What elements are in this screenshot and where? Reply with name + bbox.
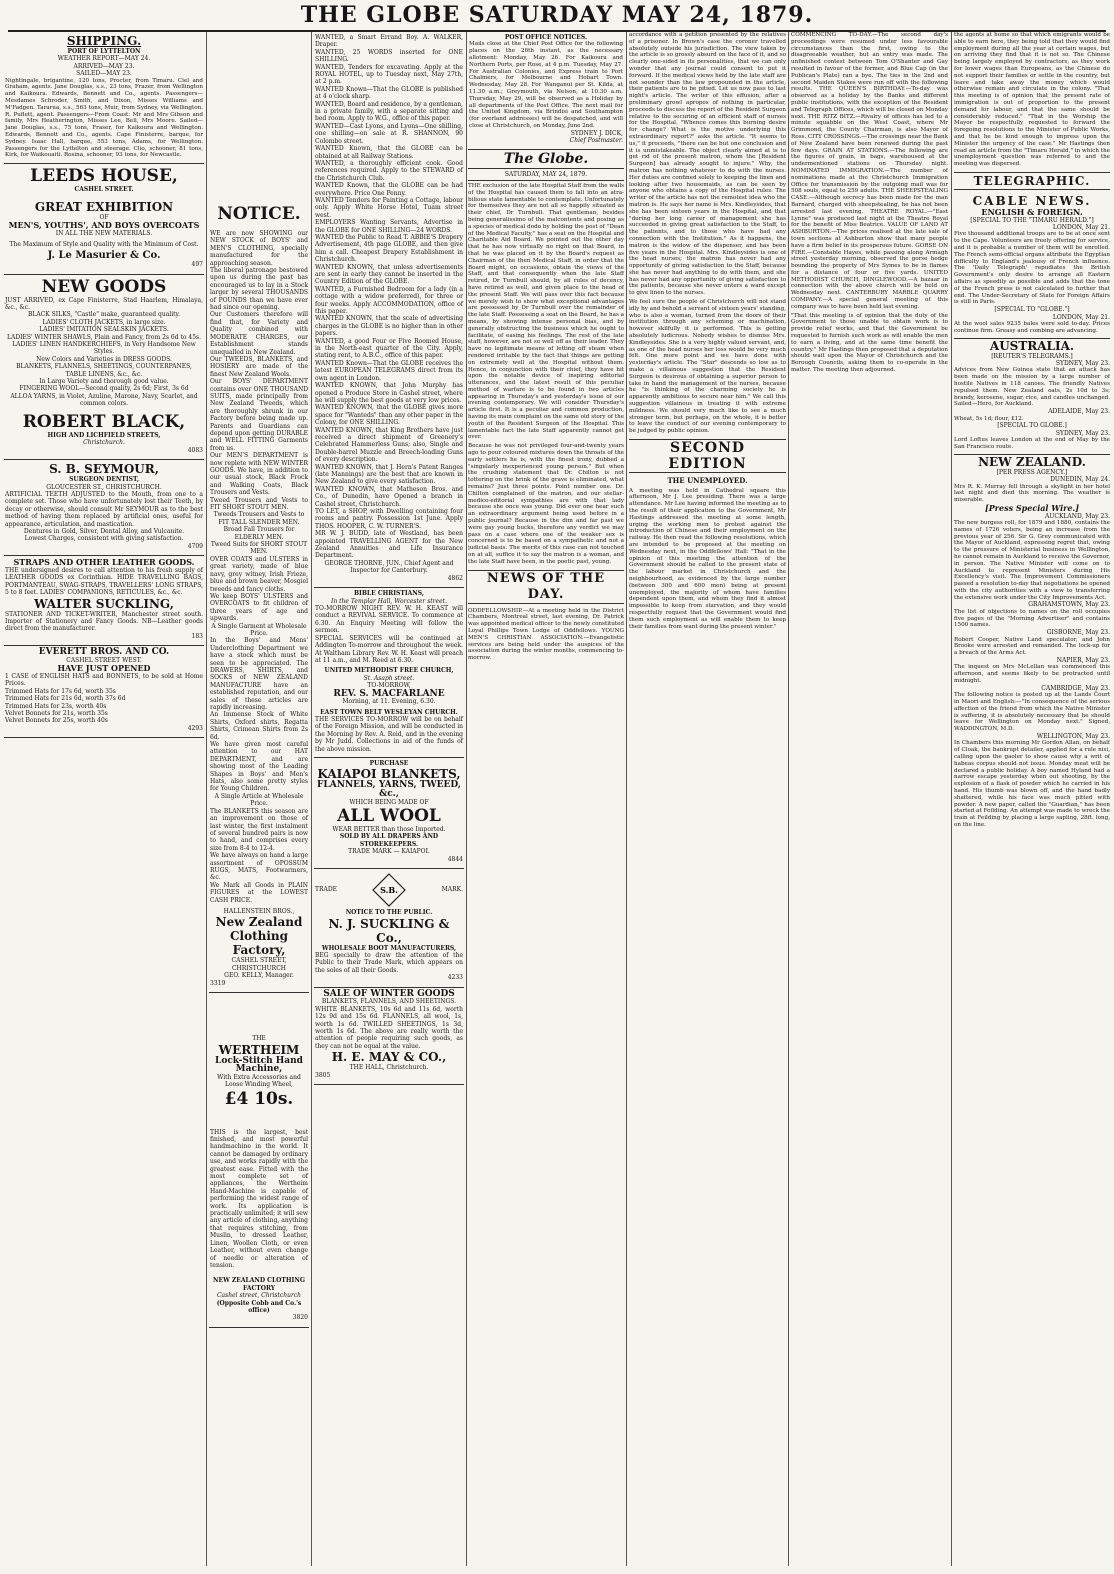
seymour-role: SURGEON DENTIST, (69, 476, 139, 484)
pon-sign: SYDNEY J. DICK, (570, 129, 623, 137)
wanted-item: WANTED, a Smart Errand Boy. A. WALKER, Draper. (315, 34, 463, 49)
news-text: ODDFELLOWSHIP.—At a meeting held in the District Chambers, Montreal street, last evening, Dr. Patrick was appointed medical officer to the newly constituted Loyal Phillips Town Lodge of Oddfellows. YOUNG MEN'S CHRISTIAN ASSOCIATION.—Evangelistic services are being held under the auspices of the association during the winter months, commencing to-morrow. (468, 607, 624, 662)
column-divider (626, 32, 627, 1566)
wellington-date: WELLINGTON, May 23. (1036, 733, 1110, 741)
nzcf-title: New Zealand Clothing Factory, (215, 915, 303, 958)
newgoods-intro: JUST ARRIVED, ex Cape Finisterre, Stad Haarlem, Himalaya, &c., &c. (5, 296, 203, 311)
notice-para: Broad Fall Trousers for ELDERLY MEN. (223, 526, 295, 541)
winter-text: WHITE BLANKETS, 10s 6d and 11s 6d, worth 12s 9d and 15s 6d. FLANNELS, all wool, 1s, worth 1s 6d. TWILLED SHEETINGS, 1s 3d, worth 1s 6d. The above are really worth the attention of people requiring such goods, as they can not be equal at the value. (315, 1005, 463, 1050)
nz-text-2: The new burgess roll, for 1879 and 1880, contains the names of 1726 voters, being an increase from the previous year of 256. Sir G. Grey communicated with the Mayor of Auckland, expressing regret that, owing to the pressure of Ministerial business in Wellington, he cannot remain in Auckland to receive the Governor, in person. The Native Minister will come on to Auckland to represent Ministers during His Excellency's visit. The Improvement Commissioners passed a resolution to-day that negotiations be opened with the city authorities with a view to transferring the extensive work under the City Improvements Act. (954, 519, 1110, 601)
notice-para: Tweed Suits for SHORT STOUT MEN. (210, 541, 308, 556)
umf-tomorrow: TO-MORROW, (367, 682, 411, 690)
nzcf2-num: 3820 (292, 1314, 308, 1322)
nzcf-manager: GEO. KELLY, Manager. (224, 972, 294, 980)
leeds-title: LEEDS HOUSE, (30, 166, 178, 187)
second-edition-title: SECOND EDITION (629, 439, 786, 473)
notice-para: Our TWEEDS, BLANKETS, and HOSIERY are made of the finest New Zealand Wools. (210, 355, 308, 378)
newgoods-item: FINGERING WOOL—Second quality, 2s 6d; First, 3s 6d (19, 385, 189, 393)
notice-para: OVER COATS and ULSTERS in great variety, made of blue navy, grey witney, Irish Frieze, blue and brown beaver, Mosgiel tweeds and fancy cloths. (210, 555, 308, 593)
nj-sub: WHOLESALE BOOT MANUFACTURERS, (321, 944, 457, 952)
shipping-arrived: ARRIVED—MAY 23. (73, 62, 135, 70)
wanted-item: EMPLOYERS Wanting Servants, Advertise in the GLOBE for ONE SHILLING—24 WORDS. (315, 219, 463, 234)
leader-para: We feel sure the people of Christchurch will not stand idly by and behold a servant of sixteen years' standing, who is also a woman, turned from the doors of their institution through any scheming or machination, however skilfully it is performed. This is getting absolutely ludicrous. Nobody wishes to dismiss Mrs. Kindleysides. She is a very highly valued servant, and, as one of the head nurses her loss would be very much felt. One more point and we have done with yesterday's article. The "Star" descends so low as to make a villainous suggestion that the Resident Surgeon is desirous of obtaining a superior person to take in hand the management of the nurses, because he "is thinking of the charming society he is apparently ambitious to secure near him." We call this suggestion villainous in treating it with extreme mildness. We should very much like to see a much stronger term, but perhaps, on the whole, it is better to leave the conduct of our evening contemporary to be judged by public opinion. (629, 299, 786, 435)
nj-num: 4233 (447, 974, 463, 982)
wanted-item: WANTED, a thoroughly efficient cook. Good references required. Apply to the STEWARD of the Christchurch Club. (315, 159, 463, 182)
nz-text: Mrs R. K. Murray fell through a skylight in her hotel last night and died this morning. The weather is miserable. (954, 483, 1110, 504)
dunedin-date: DUNEDIN, May 24. (1050, 476, 1110, 484)
leeds-exhibition: GREAT EXHIBITION (34, 199, 174, 214)
kaiapoi-items: FLANNELS, YARNS, TWEED, &c., (317, 780, 461, 799)
trade-num: 4844 (447, 855, 463, 863)
column-divider (951, 32, 952, 1566)
sydney-date-2: SYDNEY, May 23. (1055, 429, 1110, 437)
robert-black-num: 4083 (187, 446, 203, 454)
hemay-num: 3805 (315, 1071, 331, 1079)
umf-times: Morning, at 11. Evening, 6.30. (342, 698, 436, 706)
press-agency: [PER PRESS AGENCY.] (996, 468, 1068, 476)
everett-ad (4, 646, 204, 738)
nz-text-5: The inquest on Mrs McLellan was commenced this afternoon, and seems likely to be protracted until midnight. (954, 664, 1110, 685)
everett-price: Trimmed Hats for 23s, worth 40s (5, 702, 107, 710)
wertheim-ad (209, 993, 309, 1328)
robert-black-address: HIGH AND LICHFIELD STREETS, (47, 431, 161, 439)
second-edition-text: A meeting was held in Cathedral square this afternoon, Mr J. Lee presiding. There was a large attendance. Mr Lee having informed the meeting as to the result of their application to the Government, Mr Hastings addressed the meeting at some length, urging the working men to protest against the introduction of Chinese and their employment on the railway. He then read the following resolutions, which are intended to be proposed at the meeting on Wednesday next, in the Oddfellows' Hall: "That in the opinion of this meeting the attention of the Government should be called to the present state of the labour market in Christchurch and the neighbourhood, as evidenced by the large number (between 300 and 600 men) being at present unemployed, the majority of whom have families dependent upon them, and whom they find it almost impossible to keep from starvation, and they would respectfully request that the Government would find them such employment as will enable them to keep their families from want during the present winter." (629, 487, 786, 630)
australia-title: AUSTRALIA. (954, 338, 1110, 353)
nzcf2-address: Cashel street, Christchurch (216, 1292, 302, 1300)
column-4 (468, 32, 624, 1566)
wanted-item: WANTED Known, that the GLOBE can be obtained at all Railway Stations. (315, 145, 463, 160)
leader-para: THE exclusion of the late Hospital Staff from the walls of the Hospital has caused them to fall into an atra-bilious state lamentable to contemplate. Unfortunately for themselves they are not all so happily situated as their chief, Dr Turnbull. That gentleman, besides being generalissimo of the malcontents and posing as a species of medical dodo by holding the post of "Dean of the Medical Faculty," has a seat on the Hospital and Charitable Aid Board. We pointed out the other day that he has now virtually no right on that Board, in that he was placed on it by the Board's request as Chairman of the then Medical Staff, in order that the Board might, on occasions, obtain the views of the Staff, and that consequently when the late Staff retired, Dr Turnbull should, by all rules of decency, have retired as well, and given place to the head of the present Staff. We will pass over this fact because we merely wish to show what exceptional advantages are possessed by Dr Turnbull over the remainder of the late Staff. Possessing a seat on the Board, he has a means, by showing intense personal bias, and by generally obstructing the business which he ought to facilitate, of easing his feelings. The rest of the late staff, however, are not so well off as their leader. They have no legitimate means of letting off steam when rendered irritable by the fact that things are getting on extremely well at the Hospital without them. Hence, in conjunction with their chief, they have hit upon the notable device of inspiring editorial utterances, and the latest result of this peculiar method of warfare is to be found in two articles appearing in Thursday's and yesterday's issue of our evening contemporary. We will consider Thursday's article first. It is a peculiar and common production, having its main complaint on the same old story of the youth of the Resident Surgeon of the Hospital. This lamentable fact the late Staff apparently cannot get over. (468, 182, 624, 441)
grahamstown-date: GRAHAMSTOWN, May 23. (1028, 601, 1110, 609)
umf-rev: REV. S. MACFARLANE (333, 688, 445, 699)
wanted-item: WANTED KNOWN, that King Brothers have just received a direct shipment of Greenery's Celebrated Hammerless Guns; also, Single and Double-barrel Muzzle and Breech-loading Guns of every description. (315, 426, 463, 464)
special-text: SPECIAL SERVICES will be continued at Addington To-morrow and throughout the week. At Waltham Library Rev. W. H. Keast will preach at 11 a.m., and M. Reed at 6.30. (315, 634, 463, 664)
seymour-title: S. B. SEYMOUR, (49, 462, 159, 477)
everett-address: CASHEL STREET WEST. (66, 656, 142, 664)
nz-text-7: In Chambers this morning Mr Gordon Allan, on behalf of Cloak, the bankrupt detailer, applied for a rule nisi, calling upon the gaoler to show cause why a writ of habeas corpus should not issue. Monday meat will be declared a public holiday. A boy named Hyland had a narrow escape yesterday when out shooting, by the explosion of a flask of powder which he carried in his hand. His thumb was blown off, and the hand badly shattered, while his face was much pitted with powder. A new paper, called the "Guardian," has been started at Feilding. An attempt was made to wreck the train at Feilding by placing a large sapling, 28ft. long, on the line. (954, 740, 1110, 829)
sb-diamond-logo-icon (372, 873, 406, 907)
nz-text-6: The following notice is posted up at the Lands Court in Maori and English:—"In consequence of the serious affection of the friend from which the Native Minister is suffering, it is absolutely necessary that he should leave for Wellington on Monday next." Signed, WADDINGTON, M.D. (954, 692, 1110, 733)
straps-title: STRAPS AND OTHER LEATHER GOODS. (13, 557, 195, 568)
leeds-materials: IN ALL THE NEW MATERIALS. (55, 229, 153, 237)
wanted-item: WANTED KNOWN, that John Murphy has opened a Produce Store in Cashel street, where he will supply the best goods at very low prices. (315, 382, 463, 404)
notice-title: NOTICE. (217, 204, 301, 224)
walter-text: STATIONER AND TICKET-WRITER, Manchester street south. Importer of Stationery and Fancy Goods. NB—Leather goods direct from the manufacturer. (5, 610, 203, 633)
wertheim-lockstitch: Lock-Stitch Hand Machine, (215, 1055, 303, 1075)
wanted-item: WANTED Known—That the GLOBE receives the latest EUROPEAN TELEGRAMS direct from its own agent in London. (315, 359, 463, 382)
everett-have: HAVE JUST OPENED (57, 663, 151, 674)
nj-title: N. J. SUCKLING & Co., (328, 916, 450, 945)
newgoods-item: BLANKETS, FLANNELS, SHEETINGS, COUNTERPANES, TABLE LINENS, &c., &c. (16, 363, 192, 378)
notice-para: A Single Article at Wholesale Price. (214, 792, 304, 808)
umf-title: UNITED METHODIST FREE CHURCH, (324, 667, 454, 675)
budd-num: 4862 (447, 574, 463, 582)
wertheim-title: WERTHEIM (218, 1042, 300, 1057)
winter-title: SALE OF WINTER GOODS (323, 988, 455, 999)
nzcf2-note: (Opposite Cobb and Co.'s office) (216, 1299, 302, 1314)
walter-num: 183 (191, 632, 203, 640)
newgoods-item: LADIES' IMITATION SEALSKIN JACKETS. (39, 326, 169, 334)
news-items (791, 32, 948, 374)
globe-title: The Globe. (468, 150, 624, 169)
news-para: "That this meeting is of opinion that the duty of the Government to those unable to obtain work is to provide relief works, and that the Government be requested to furnish such work as will enable the men to earn a living, and at the same time benefit the country." Mr Hastings then proposed that a deputation should wait upon the Mayor of Christchurch and the Borough Councils, asking them to co-operate in the matter. The meeting then adjourned. (791, 312, 948, 374)
nz-text-4: Robert Cooper, Native Land speculator, and John Brooke were arrested and remanded. The lock-up for a breach of the Arms Act. (954, 636, 1110, 657)
notice-para: Our BOYS' DEPARTMENT contains over ONE THOUSAND SUITS, made principally from New Zealand Tweeds, which are thoroughly shrunk in our Factory before being made up. Parents and Guardians can depend upon getting DURABLE and WELL FITTING Garments from us. (210, 378, 308, 452)
leeds-sign: J. Le Masurier & Co. (47, 250, 161, 262)
wheat-text: Wheat, 5s 1d; flour, £12. (954, 415, 1024, 422)
mark-label: MARK. (441, 886, 463, 894)
pon-text: Mails close at the Chief Post Office for the following places on the 26th instant, as the necessary allotment: Monday, May 26. For Kaikoura and Northern Ports, per Rose, at 4 p.m. Tuesday, May 27. For Australian Colonies, and Express train to Port Chalmers, for Melbourne and Hobart Town. Wednesday, May 28. For Wanganui per St. Kilda, at 11.30 a.m.; Greymouth, via Nelson, at 10.30 a.m. Thursday, May 29, will be observed as a Holiday by all departments of the Post Office. The next mail for the United Kingdom, via Brindisi and Southampton (for overland addresses) will be despatched, and will close at Christchurch, on Monday, June 2nd. (469, 41, 623, 129)
wanted-item: WANTED KNOWN, that the scale of advertising charges in the GLOBE is no higher than in other papers. (315, 315, 463, 338)
newgoods-title: NEW GOODS (41, 276, 167, 297)
telegraphic-title: TELEGRAPHIC. (954, 172, 1110, 190)
shipping-section (4, 32, 204, 164)
column-1 (4, 32, 204, 1566)
winter-sub: BLANKETS, FLANNELS, AND SHEETINGS. (321, 998, 457, 1006)
wanted-section (314, 32, 464, 588)
nz-title: NEW ZEALAND. (954, 454, 1110, 469)
pon-role: Chief Postmaster. (569, 137, 623, 145)
unemployed-title: THE UNEMPLOYED. (667, 476, 748, 486)
notice-para: We have always on hand a large assortment of OPOSSUM RUGS, MATS, Footwarmers, &c. (210, 852, 308, 882)
seymour-ad (4, 460, 204, 556)
shipping-title: SHIPPING. (66, 34, 142, 48)
notice-para: A Single Garment at Wholesale Price. (211, 622, 307, 637)
notice-para: Our Customers therefore will find that, for Variety and Quality combined with MODERATE CHARGES, our Establishment stands unequalled in New Zealand. (210, 311, 308, 356)
cable-text-2: At the wool sales 9235 bales were sold to-day. Prices continue firm. Greasy and combing are advancing. (954, 320, 1110, 334)
australia-text: Advices from New Guinea state that an attack has been made on the mission by a large number of hostile Natives in 118 canoes. The friendly Natives repulsed them. New Zealand oats, 2s 10d to 3s; brandy, kerosene, sugar, rice, and candles unchanged. Sailed—Hero, for Auckland. (954, 367, 1110, 408)
umf-location: St. Asaph street. (363, 674, 415, 682)
nj-text: BEG specially to draw the attention of the Public to their Trade Mark, which appears on the soles of all their Goods. (315, 952, 463, 974)
everett-price: Trimmed Hats for 21s 6d, worth 37s 6d (5, 695, 126, 703)
everett-title: EVERETT BROS. AND CO. (38, 647, 170, 658)
bible-title: BIBLE CHRISTIANS, (353, 590, 425, 598)
auckland-date: AUCKLAND, May 23. (1044, 512, 1110, 520)
leader-para: accordance with a petition presented by the relatives of a prisoner. In Brown's case the coroner travelled absolutely outside his jurisdiction. The view taken by the article is so grossly absurd on the face of it, and so clearly one-sided in its personalities, that we can only wonder that any journal could consent to put it forward. If the medical views held by the late staff are not sounder than the law propounded in the article, their patients are to be pitied. Let us now pass to last night's article. The writer of this effusion, after a preliminary growl apropos of nothing in particular, proceeds to discuss the report of the Resident Surgeon relative to the securing of an efficient staff of nurses for the Hospital. "Whence comes this burning desire for change? What is the motive underlying this extraordinary report?" asks the article. "It seems to us," it proceeds, "there can be but one conclusion and it is unmistakeable. The object clearly aimed at is to get rid of the present matron, whom the [Resident Surgeon] has already sought to injure." Why, the matron has nothing whatever to do with the nurses. Her duties are confined solely to keeping the linen and looking after two housemaids, as can be seen by anyone who obtains a copy of the Hospital rules. The writer of the article has not the remotest idea who the matron is. He says her name is Mrs. Kindleysides, that she has been sixteen years in the Hospital, and that "during her long career of management she has succeeded in giving great satisfaction to the Staff, to the patients, and to those who have had any connection with the Institution." As it happens, the matron is the widow of the dispenser, and has been five years in the Hospital. Mrs. Kindleysides is one of the head nurses; the matron has never had any opportunity of giving satisfaction to the Staff, because she has never had anything to do with them, and she has never had any opportunity of giving satisfaction to the patients, because she never enters a ward except to give linen to the nurses. (629, 32, 786, 297)
wanted-item: WANTED, Board and residence, by a gentleman, in a private family, with a separate sitting and bed room. Apply to W.G., office of this paper. (315, 100, 463, 123)
notice-para: Our MEN'S DEPARTMENT is now replete with NEW WINTER GOODS. We have, in addition to our usual stock, Black Frock and Walking Coats, Black Trousers and Vests. (210, 452, 308, 497)
notice-para: The liberal patronage bestowed upon us during the past has encouraged us to lay in a Stock larger by several THOUSANDS of POUNDS than we have ever had since our opening. (210, 267, 308, 312)
wanted-item: WANTED KNOWN, that the GLOBE gives more space for "Wanteds" than any other paper in the Colony, for ONE SHILLING. (315, 404, 463, 427)
wertheim-extra: With Extra Accessories and Loose Winding Wheel, (217, 1073, 301, 1089)
trade-mark-row (315, 871, 463, 909)
wanted-item: WANTED KNOWN, that unless advertisements are sent in early they cannot be inserted in the Country Edition of the GLOBE. (315, 263, 463, 286)
cable-sub: ENGLISH & FOREIGN. (981, 206, 1083, 217)
suckling-ad (314, 869, 464, 988)
leeds-style: The Maximum of Style and Quality with the Minimum of Cost. (9, 241, 199, 248)
wanted-item: WANTED KNOWN, that Matheson Bros. and Co., of Dunedin, have Opened a branch in Cashel street, Christchurch. (315, 485, 463, 508)
newgoods-item: BLACK SILKS, "Castle" make, guaranteed quality. (27, 311, 181, 319)
wanted-item: WANTED Known—That the GLOBE is published at 4 o'clock sharp. (315, 85, 463, 101)
notice-para: We have given most careful attention to our HAT DEPARTMENT, and are showing most of the Leading Shapes in Boys' and Men's Hats, also some pretty styles for Young Children. (210, 741, 308, 793)
napier-date: NAPIER, May 23. (1056, 657, 1110, 665)
wanted-item: WANTED, a Furnished Bedroom for a lady (in a cottage with a widow preferred), for three or four weeks. Apply ACCOMMODATION, office of this paper. (315, 285, 463, 316)
column-2 (209, 32, 309, 1566)
sold-by: SOLD BY ALL DRAPERS AND STOREKEEPERS. (339, 833, 439, 848)
notice-para: Tweeds Trousers and Vests to FIT TALL SLENDER MEN. (213, 511, 305, 526)
trade-mark: TRADE MARK — KAIAPOI. (348, 848, 430, 856)
newgoods-item: New Colors and Varieties in DRESS GOODS. (36, 355, 172, 363)
seymour-text: ARTIFICIAL TEETH ADJUSTED to the Mouth, from one to a complete set. Those who have unfortunately lost their Teeth, by decay or otherwise, should consult Mr SEYMOUR as to the best method of having them replaced by artificial ones, useful for appearance, articulation, and mastication. (5, 490, 203, 528)
cable-title: CABLE NEWS. (972, 193, 1092, 208)
loftus-text: Lord Loftus leaves London at the end of May by the San Francisco route. (954, 437, 1110, 450)
leeds-of: OF (99, 213, 109, 221)
newgoods-item: LADIES' LINEN HANDKERCHIEFS, in Very Handsome New Styles. (12, 341, 196, 356)
bible-text: TO-MORROW NIGHT REV. W. H. KEAST will conduct a REVIVAL SERVICE. To commence at 6.30. An Enquiry Meeting will follow the sermon. (315, 605, 463, 635)
new-goods-ad (4, 275, 204, 461)
hemay-title: H. E. MAY & CO., (331, 1050, 447, 1065)
gisborne-date: GISBORNE, May 23. (1046, 629, 1110, 637)
east-title: EAST TOWN BELT WESLEYAN CHURCH. (320, 708, 458, 716)
everett-price: Trimmed Hats for 17s 6d, worth 35s (5, 687, 116, 695)
everett-price: Velvet Bonnets for 21s, worth 35s (5, 710, 108, 717)
trade-label: TRADE (315, 886, 338, 894)
pon-title: POST OFFICE NOTICES. (504, 34, 588, 41)
seymour-address: GLOUCESTER ST., CHRISTCHURCH. (46, 483, 162, 491)
cable-text-1: Five thousand additional troops are to be at once sent to the Cape. Volunteers are freely offering for service, and it is probable a number of them will be enrolled. The French semi-official organs attribute the Egyptian difficulty to England's jealousy of French influence. The 'Daily Telegraph' repudiates the British Government's only desire to arrange all Eastern affairs as speedily as possible and adds that the tone of the French press is not calculated to further that end. The Under-Secretary of State for Foreign Affairs is still in Paris. (954, 231, 1110, 306)
notice-public: NOTICE TO THE PUBLIC. (345, 909, 433, 917)
cambridge-date: CAMBRIDGE, May 23. (1041, 684, 1110, 692)
leeds-street: CASHEL STREET. (74, 186, 134, 194)
nz-text-3: The list of objections to names on the roll occupies five pages of the "Morning Advertiser" and contains 1500 names. (954, 608, 1110, 629)
robert-black-title: ROBERT BLACK, (22, 411, 186, 432)
newgoods-item: LADIES' CLOTH JACKETS, in large size. (42, 318, 166, 326)
reuters-label: [REUTER'S TELEGRAMS.] (991, 352, 1073, 360)
kaiapoi-title: KAIAPOI BLANKETS, (317, 767, 461, 782)
wanted-item: WANTED, Tenders for excavating. Apply at the ROYAL HOTEL, up to Tuesday next, May 27th, at 2 p.m. (315, 63, 463, 86)
special-globe: [SPECIAL TO GLOBE.] (997, 422, 1067, 430)
notice-para: In the Boys' and Mens' Underclothing Department we have a stock which must be seen to be appreciated. The DRAWERS, SHIRTS, and SOCKS of NEW ZEALAND MANUFACTURE have an established reputation, and our sales of these articles are rapidly increasing. (210, 637, 308, 711)
cable-london-2: LONDON, May 21. (1052, 313, 1110, 321)
notice-para: We Mark all Goods in PLAIN FIGURES at the LOWEST CASH PRICE. (210, 881, 308, 904)
shipping-weather: WEATHER REPORT—MAY 24. (57, 55, 151, 63)
column-divider (206, 32, 207, 1566)
adelaide-date: ADELAIDE, May 23. (1048, 408, 1110, 416)
robert-black-city: Christchurch. (83, 439, 125, 447)
everett-case: 1 CASE of ENGLISH HATS and BONNETS, to be sold at Home Prices. (5, 672, 203, 688)
church-notices (314, 588, 464, 758)
newgoods-item: LADIES' WINTER SHAWLS, Plain and Fancy, from 2s 6d to 45s. (6, 333, 202, 341)
notice-para: WE are now SHOWING our NEW STOCK of BOYS' and MEN'S CLOTHING, specially manufactured for the approaching season. (210, 230, 308, 267)
kaiapoi-ad (314, 758, 464, 869)
wanted-item: WANTED, a good Four or Five Roomed House, in the North-east quarter of the City. Apply, stating rent, to A.B.C., office of this paper. (315, 337, 463, 360)
column-6 (791, 32, 948, 1566)
column-divider (311, 32, 312, 1566)
cable-london-1: LONDON, May 21. (1052, 223, 1110, 231)
news-of-the-day-title: NEWS OF THE DAY. (468, 570, 624, 604)
bible-location: In the Templar Hall, Worcester street. (331, 597, 447, 605)
everett-price: Velvet Bonnets for 25s, worth 40s (5, 717, 108, 725)
sydney-date: SYDNEY, May 23. (1055, 359, 1110, 367)
nzcf-address: CASHEL STREET, CHRISTCHURCH (231, 957, 287, 972)
cable-special-2: [SPECIAL TO "GLOBE."] (994, 306, 1070, 314)
purchase-label: PURCHASE (369, 759, 409, 767)
shipping-text: Nightingale, brigantine, 120 tons, Procter, from Timaru. Ciel and Graham, agents. Jane Douglas, s.s., 23 tons, Frazer, from Wellington and Kaikoura. Edwards, Bennett and Co., agents. Passengers—Mesdames Schroder, Smith, and Dixon, Misses Williams and M'Fadgen. Tararua, s.s., 563 tons, Muir, from Sydney, via Wellington. R. Puflett, agent. Passengers—From Coast: Mr and Mrs Gibson and family, Mrs Heatherington, Misses Lee, Bell, Mrs Moore. Sailed—Jane Douglas, s.s., 75 tons, Fraser, for Kaikoura and Wellington. Edwards, Bennett and Co., agents. Cape Finisterre, barque, for Sydney. Isaac Hall, barque, 553 tons, Adams, for Wellington. Passengers for the Lyttelton and steerage. Clio, schooner, 81 tons, Kirk, for Waikouaiti. Rosina, schooner, 93 tons, for Newcastle. (5, 77, 203, 159)
straps-ad (4, 556, 204, 646)
wear-better: WEAR BETTER than those Imported. (332, 825, 446, 833)
wertheim-the: THE (252, 1035, 266, 1043)
wanted-item: WANTED Tenders for Painting a Cottage, labour only. Apply White Horse Hotel, Tuam street west. (315, 196, 463, 219)
column-3 (314, 32, 464, 1566)
unemployed-continued: the agents at home so that which emigrants would be able to earn here, they being told that they would find employment during all the year at certain wages, but on arriving they find that it is not so. The Chinese being largely employed by contractors, as they work for lower wages than Europeans, as the Chinese do not support their families or settle in the country, but leave and take away the money which would otherwise remain and circulate in the colony. "That this meeting is of opinion that the present rate of immigration is out of proportion to the present demand for labour, and that the same should be considerably reduced." "That in the Worship the Mayor be respectfully requested to forward the foregoing resolutions to the Minister of Public Works, and that he be kind enough to impress upon the Minister the urgency of the case." Mr Hastings then read an article from the "Timaru Herald," in which the unemployment question was referred to and the meeting was dispersed. (954, 32, 1110, 168)
wanted-item: WANTED, 25 WORDS inserted for ONE SHILLING. (315, 48, 463, 64)
wanted-item: MR W. J. BUDD, late of Westland, has been appointed TRAVELLING AGENT for the New Zealand Annuities and Life Insurance Department. (315, 530, 463, 560)
wanted-item: TO LET, a SHOP, with Dwelling containing four rooms and pantry. Possession 1st June. Apply THOS. HOOPER, C. W. TURNER'S. (315, 508, 463, 530)
svg-text:S.B.: S.B. (380, 885, 399, 896)
leader-continued (629, 32, 786, 435)
newgoods-item: ALLOA YARNS, in Violet, Azuline, Marone, Navy, Scarlet, and common colors. (10, 392, 198, 408)
wanted-item: WANTED—Cast Lyons, and Lyons—One shilling, one shilling—on sale at R. SHANNON, 90 Colombo street. (315, 122, 463, 145)
wanted-item: WANTED Known, that the GLOBE can be had everywhere. Price One Penny. (315, 182, 463, 197)
notice-ad (209, 32, 309, 993)
hemay-address: THE HALL, Christchurch. (349, 1064, 429, 1072)
shipping-sailed: SAILED—MAY 23. (76, 70, 132, 78)
seymour-num: 4709 (187, 542, 203, 550)
notice-para: The BLANKETS this season are an improvement on those of last winter, the first instalment of several hundred pairs is now to hand, and comprises every size from 8-4 to 12-4. (210, 807, 308, 852)
column-5 (629, 32, 786, 1566)
shipping-port: PORT OF LYTTELTON (67, 48, 141, 55)
leeds-num: 497 (191, 261, 203, 268)
straps-text: THE undersigned desires to call attention to his fresh supply of LEATHER GOODS ex Corinthian. HIDE TRAVELLING BAGS, PORTMANTEAU, SWAG-STRAPS, TRAVELLERS' LONG STRAPS, 5 to 8 feet. LADIES' COMPANIONS, RETICULES, &c., &c. (5, 566, 203, 597)
press-wire: [Press Special Wire.] (984, 502, 1080, 513)
masthead: THE GLOBE SATURDAY MAY 24, 1879. (300, 2, 814, 28)
everett-num: 4293 (187, 724, 203, 732)
seymour-dentures: Dentures in Gold, Silver, Dental Alloy, and Vulcanite. (23, 527, 185, 535)
budd-sign: GEORGE THORNE, JUN., Chief Agent and Inspector for Canterbury. (324, 559, 454, 575)
column-divider (466, 32, 467, 1566)
post-office-notices (468, 32, 624, 150)
east-text: THE SERVICES TO-MORROW will be on behalf of the Foreign Mission, and will be conducted in the Morning by Rev. A. Reid, and in the evening by Mr Judd. Collections in aid of the funds of the above mission. (315, 715, 463, 753)
leeds-house-ad (4, 164, 204, 274)
news-para: COMMENCING TO-DAY.—The second day's proceedings were resumed under less favourable circumstances than the first, owing to the disagreeable weather, but an entry was made. The unfinished contest between Tom O'Shanter and Gay resulted in favour of the former, and Blue Cap (in the Publican's Plate) ran a bye. The ties in the 2nd and second Maiden Stakes were run off with the following results. THE QUEEN'S BIRTHDAY.—To-day was observed as a holiday by the Banks and different public institutions, with the exception of the Resident and Telegraph Offices, which will be closed on Monday next. THE RITZ BITZ.—Rivalry of offices has led to a minute squabble on the West Coast, where Mr Grimmond, the County Chairman, is also Mayor of Ross. CITY CROSSINGS.—The crossings near the Bank of New Zealand have been renewed during the past few days. GRAIN AT STATIONS.—The following are the figures of grain, in bags, warehoused at the undermentioned stations on Thursday night. NOMINATED IMMIGRATION.—The number of nominations made at the Christchurch Immigration Office for transmission by the outgoing mail was for 508 souls, equal to 259 adults. THE SHEEPSTEALING CASE.—Although secrecy has been made for the man Barnard, charged with sheepstealing, he has not been arrested last evening. THEATRE ROYAL.—"East Lynne" was produced last night at the Theatre Royal for the benefit of Miss Beatrice. VALUE OF LAND AT ASHBURTON.—The prices realised at the late sale of town sections at Ashburton show that many people have a firm belief in its prosperous future. GORSE ON FIRE.—Constable Hayes, while passing along Armagh street yesterday morning, observed the gorse hedge bounding the property of Mrs Symes to be in flames for a distance of four or five yards. UNITED METHODIST CHURCH, DINGLEWOOD.—A bazaar in connection with the above church will be held on Wednesday next. CANTERBURY MARBLE QUARRY COMPANY.—A special general meeting of this company was to have been held last evening. (791, 32, 948, 310)
notice-para: Tweed Trousers and Vests to FIT SHORT STOUT MEN. (210, 496, 308, 512)
wertheim-price: £4 10s. (224, 1088, 294, 1109)
notice-para: We keep BOYS' ULSTERS and OVERCOATS to fit children of three years of age and upwards. (210, 592, 308, 623)
globe-date: SATURDAY, MAY 24, 1879. (468, 169, 624, 181)
wertheim-text: THIS is the largest, best finished, and most powerful handmachine in the world. It cannot be damaged by ordinary use, and works rapidly with the greatest ease. Fitted with the most complete set of appliances, the Wertheim Hand-Machine is capable of performing the widest range of work. Its application is practically unlimited; it will sew any article of clothing, anything that requires stitching, from Muslin, to dressed Leather, Linen, Woollen Cloth, or even Leather, without even change of needle or alteration of tension. (210, 1128, 308, 1269)
leader-para: Because he was not privileged four-and-twenty years ago to pour coloured mixtures down the throats of the early settlers he is, with the finest irony, dubbed a "singularly inexperienced young person." But when the crushing statement that Dr. Chilton is not tottering on the brink of the grave is eliminated, what remains? Just three points. Point number one. Dr. Chilton complained of the matron, and our stellar-medico-editorial sympathies are with that lady because she once was young. Did ever one hear such an extraordinary argument being used before in a public journal? Because in the dim and far past we were gay young bucks, therefore any verdict we may pass on a case where one of the weaker sex is concerned is to be based on a sympathetic and not a judicial basis. The merits of this case can not touched on at all, suffice it to say the matron is a woman, and the late Staff have been, in the poetic past, young. (468, 443, 624, 565)
column-7 (954, 32, 1110, 1566)
all-wool: ALL WOOL (337, 805, 441, 826)
which-made: WHICH BEING MADE OF (349, 798, 429, 806)
leader-article (468, 181, 624, 566)
num-3319: 3319 (210, 979, 226, 987)
walter-title: WALTER SUCKLING, (34, 596, 174, 611)
winter-sale-ad (314, 988, 464, 1085)
cable-special: [SPECIAL TO THE "TIMARU HERALD."] (970, 216, 1094, 224)
notice-para: An Immense Stock of White Shirts, Oxford shirts, Regatta Shirts, Crimean Shirts from 2s 6d. (210, 711, 308, 741)
leeds-coats: MEN'S, YOUTHS', AND BOYS OVERCOATS (8, 220, 200, 230)
column-divider (788, 32, 789, 1566)
wanted-item: WANTED the Public to Read T. ABBIE'S Drapery Advertisement, 4th page GLOBE, and then give him a call. Cheapest Drapery Establishment in Christchurch. (315, 233, 463, 264)
wanted-item: WANTED KNOWN, that J. Hern's Patent Ranges (late Mannings) are the best that are known in New Zealand to give every satisfaction. (315, 463, 463, 486)
newgoods-item: In Large Variety and thorough good value. (39, 378, 169, 386)
hallenstein: HALLENSTEIN BROS., (223, 907, 295, 915)
seymour-charges: Lowest Charges, consistent with giving satisfaction. (24, 535, 184, 543)
nzcf2-title: NEW ZEALAND CLOTHING FACTORY (213, 1277, 305, 1292)
